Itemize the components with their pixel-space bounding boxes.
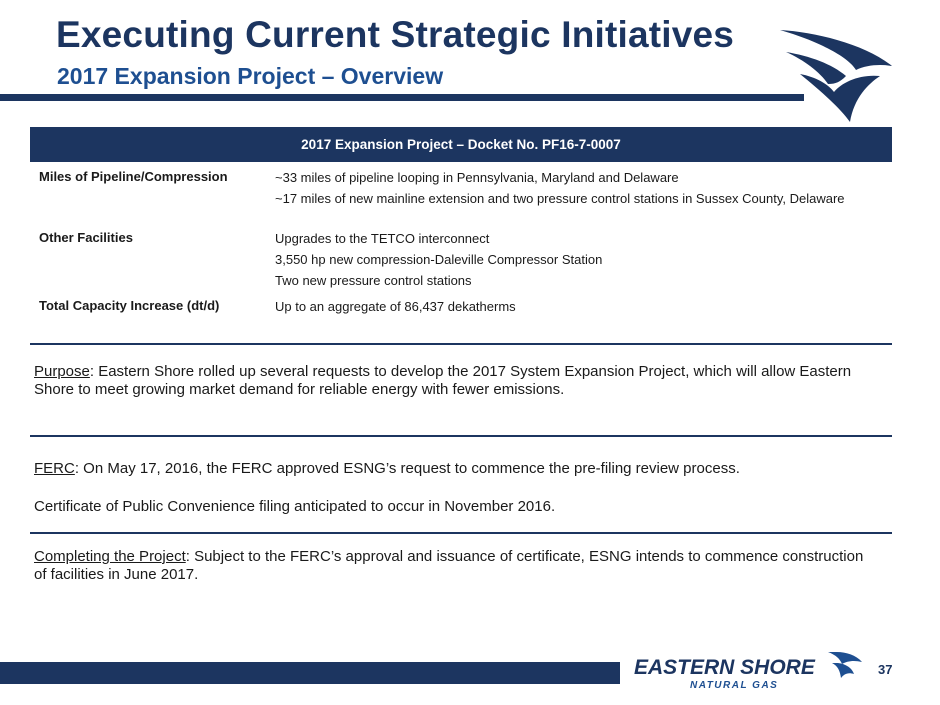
row-value: 3,550 hp new compression-Daleville Compressor Station xyxy=(275,252,603,267)
row-value: Upgrades to the TETCO interconnect xyxy=(275,231,490,246)
table-row xyxy=(30,169,892,211)
purpose-text: : Eastern Shore rolled up several requests to develop the 2017 System Expansion Project, which will allow Eastern Shore to meet growing market demand for reliable energy with fewer emissions. xyxy=(34,363,852,398)
row-value: ~33 miles of pipeline looping in Pennsylvania, Maryland and Delaware xyxy=(275,170,679,185)
logo-main-text: EASTERN SHORE xyxy=(634,656,815,679)
row-value: Up to an aggregate of 86,437 dekatherms xyxy=(275,299,516,314)
page-subtitle: 2017 Expansion Project – Overview xyxy=(57,63,444,89)
footer-bar xyxy=(0,662,620,684)
row-label: Other Facilities xyxy=(39,230,133,245)
completing-paragraph xyxy=(34,548,864,584)
row-values xyxy=(275,169,892,211)
section-divider xyxy=(30,435,892,437)
purpose-label: Purpose xyxy=(34,363,90,380)
purpose-paragraph xyxy=(34,363,864,399)
ferc-label: FERC xyxy=(34,460,75,477)
section-divider xyxy=(30,343,892,345)
docket-table-heading: 2017 Expansion Project – Docket No. PF16-7-0007 xyxy=(30,127,892,162)
page-number: 37 xyxy=(878,662,893,677)
table-row xyxy=(30,230,892,293)
table-row xyxy=(30,298,892,319)
row-values xyxy=(275,298,892,319)
row-label: Total Capacity Increase (dt/d) xyxy=(39,298,220,313)
ferc-paragraph xyxy=(34,460,864,478)
certificate-paragraph: Certificate of Public Convenience filing anticipated to occur in November 2016. xyxy=(34,498,556,515)
completing-label: Completing the Project xyxy=(34,548,186,565)
bird-logo-icon xyxy=(770,22,895,124)
row-values xyxy=(275,230,892,293)
completing-text: : Subject to the FERC’s approval and issuance of certificate, ESNG intends to commence construction of facilities in June 2017. xyxy=(34,548,864,583)
section-divider xyxy=(30,532,892,534)
row-value: ~17 miles of new mainline extension and two pressure control stations in Sussex County, Delaware xyxy=(275,191,845,206)
page-title: Executing Current Strategic Initiatives xyxy=(56,14,735,55)
header-rule xyxy=(0,94,804,101)
row-label: Miles of Pipeline/Compression xyxy=(39,169,228,184)
row-value: Two new pressure control stations xyxy=(275,273,472,288)
ferc-text: : On May 17, 2016, the FERC approved ESNG’s request to commence the pre-filing review process. xyxy=(74,460,740,477)
eastern-shore-logo xyxy=(632,646,862,690)
logo-sub-text: NATURAL GAS xyxy=(690,680,779,690)
